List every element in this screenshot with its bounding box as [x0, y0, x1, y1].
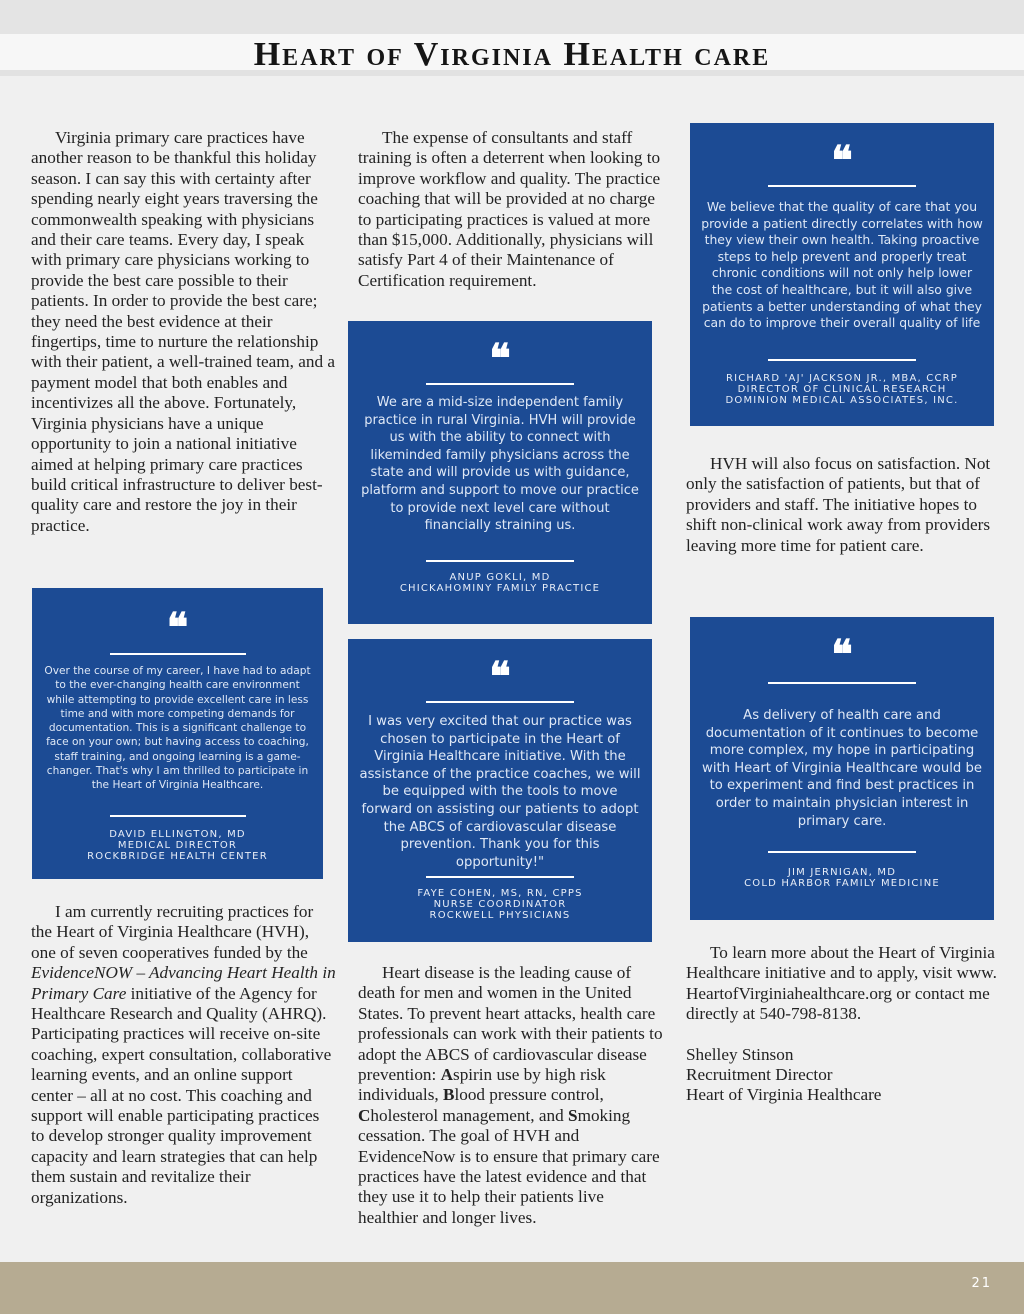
attribution-org: DOMINION MEDICAL ASSOCIATES, INC. — [725, 395, 959, 406]
attribution-org: COLD HARBOR FAMILY MEDICINE — [744, 878, 940, 889]
column-1-top — [31, 128, 336, 536]
attribution-name: JIM JERNIGAN, MD — [787, 867, 897, 878]
column-3-middle — [686, 454, 1001, 556]
quote-card-jackson — [690, 123, 994, 426]
quote-attribution — [696, 867, 988, 889]
footer-bar — [0, 1262, 1024, 1314]
abcs-letter-c: C — [358, 1105, 371, 1125]
abcs-letter-b: B — [442, 1085, 455, 1105]
column-1-bottom — [31, 902, 336, 1208]
attribution-name: DAVID ELLINGTON, MD — [109, 829, 246, 840]
quote-text: I was very excited that our practice was chosen to participate in the Heart of Virginia Healthcare initiative. With the assistance of the practice coaches, we will be equipped with the tools to move forward on assisting our patients to adopt the ABCS of cardiovascular disease prevention. Thank you for this opportunity!" — [359, 714, 641, 870]
quote-attribution — [354, 888, 646, 921]
divider — [426, 560, 574, 562]
column-2-top — [358, 128, 668, 291]
divider — [768, 359, 916, 361]
attribution-name: FAYE COHEN, MS, RN, CPPS — [417, 888, 583, 899]
attribution-name: RICHARD 'AJ' JACKSON JR., MBA, CCRP — [725, 373, 959, 384]
divider — [768, 851, 916, 853]
attribution-role: DIRECTOR OF CLINICAL RESEARCH — [737, 384, 947, 395]
divider — [426, 701, 574, 703]
abcs-letter-a: A — [440, 1065, 453, 1085]
divider — [110, 653, 246, 655]
divider — [110, 815, 246, 817]
intro-paragraph: Virginia primary care practices have another reason to be thankful this holiday season. I can say this with certainty after spending nearly eight years traversing the commonwealth speaking with physicians and their care teams. Every day, I speak with primary care physicians working to provide the best care possible to their patients. In order to provide the best care; they need the best evidence at their fingertips, time to nurture the relationship with their patient, a well-trained team, and a payment model that both enables and incentivizes all the above. Fortunately, Virginia physicians have a unique opportunity to join a national initiative aimed at helping primary care practices build critical infrastructure to deliver best-quality care and restore the joy in their practice. — [31, 128, 336, 535]
quote-text: We are a mid-size independent family practice in rural Virginia. HVH will provide us with the ability to connect with likeminded family physicians across the state and will provide us with guidance, platform and support to move our practice to provide next level care without financially straining us. — [361, 395, 639, 534]
quote-text: Over the course of my career, I have had to adapt to the ever-changing health care environment while attempting to provide excellent care in less time and with more competing demands for documentation. This is a significant challenge to face on your own; but having access to coaching, staff training, and ongoing learning is a game-changer. That's why I am thrilled to participate in the Heart of Virginia Healthcare. — [44, 665, 311, 792]
satisfaction-paragraph: HVH will also focus on satisfaction. Not only the satisfaction of patients, but that of providers and staff. The initiative hopes to shift non-clinical work away from providers leaving more time for patient care. — [686, 454, 991, 555]
quote-mark-icon: ❝ — [831, 137, 853, 184]
signature-title: Recruitment Director — [686, 1065, 833, 1085]
quote-card-cohen — [348, 639, 652, 942]
learn-more-paragraph: To learn more about the Heart of Virginia Healthcare initiative and to apply, visit www. HeartofVirginiahealthcare.org or contact me directly at 540-798-8138. — [686, 943, 997, 1024]
initiative-name: EvidenceNOW – Advancing Heart Health in Primary Care — [31, 963, 336, 1003]
quote-mark-icon: ❝ — [166, 604, 189, 651]
quote-mark-icon: ❝ — [489, 335, 511, 382]
column-2-bottom — [358, 963, 668, 1228]
attribution-name: ANUP GOKLI, MD — [449, 572, 551, 583]
quote-card-gokli — [348, 321, 652, 624]
quote-attribution — [354, 572, 646, 594]
page-number: 21 — [971, 1276, 992, 1291]
quote-mark-icon: ❝ — [489, 653, 511, 700]
quote-attribution — [38, 829, 317, 862]
quote-text: As delivery of health care and documentation of it continues to become more complex, my hope in participating with Heart of Virginia Healthcare would be to experiment and find best practices in order to maintain physician interest in primary care. — [702, 708, 982, 829]
attribution-org: ROCKWELL PHYSICIANS — [429, 910, 571, 921]
top-band — [0, 0, 1024, 34]
quote-card-jernigan — [690, 617, 994, 920]
abcs-paragraph — [358, 963, 668, 1228]
column-3-bottom — [686, 943, 1001, 1106]
attribution-role: NURSE COORDINATOR — [433, 899, 567, 910]
quote-text: We believe that the quality of care that you provide a patient directly correlates with how they view their own health. Taking proactive steps to help prevent and properly treat chronic conditions will not only help lower the cost of healthcare, but it will also give patients a better understanding of what they can do to improve their overall quality of life — [701, 199, 983, 331]
quote-mark-icon: ❝ — [831, 631, 853, 678]
divider — [426, 876, 574, 878]
divider — [768, 185, 916, 187]
abcs-text-s: moking cessation. — [358, 1105, 631, 1146]
quote-card-ellington — [32, 588, 323, 879]
expense-paragraph: The expense of consultants and staff training is often a deterrent when looking to improve workflow and quality. The practice coaching that will be provided at no charge to participating practices is valued at more than $15,000. Additionally, physicians will satisfy Part 4 of their Maintenance of Certification requirement. — [358, 128, 661, 290]
page-title: Heart of Virginia Health care — [253, 36, 771, 73]
abcs-text-c: holesterol management, and — [370, 1105, 569, 1125]
signature-block — [686, 1045, 1001, 1106]
attribution-org: ROCKBRIDGE HEALTH CENTER — [87, 851, 268, 862]
abcs-conclusion: The goal of HVH and EvidenceNow is to ensure that primary care practices have the latest evidence and that they use it to help their patients live healthier and longer lives. — [358, 1126, 660, 1227]
divider — [768, 682, 916, 684]
quote-attribution — [696, 373, 988, 406]
attribution-org: CHICKAHOMINY FAMILY PRACTICE — [399, 583, 601, 594]
divider — [426, 383, 574, 385]
abcs-text-a: spirin use by high risk individuals, — [358, 1065, 606, 1105]
abcs-letter-s: S — [568, 1105, 578, 1125]
abcs-text-b: lood pressure control, — [454, 1085, 604, 1105]
recruiting-paragraph — [31, 902, 336, 1208]
signature-org: Heart of Virginia Healthcare — [686, 1085, 882, 1105]
abcs-intro: Heart disease is the leading cause of death for men and women in the United States. To prevent heart attacks, health care professionals can work with their patients to adopt the ABCS of cardiovascular disease prevention: — [358, 963, 663, 1085]
recruiting-text-a: I am currently recruiting practices for the Heart of Virginia Healthcare (HVH), one of seven cooperatives funded by the — [31, 902, 314, 962]
attribution-role: MEDICAL DIRECTOR — [117, 840, 238, 851]
signature-name: Shelley Stinson — [686, 1044, 794, 1064]
recruiting-text-b: initiative of the Agency for Healthcare Research and Quality (AHRQ). Participating practices will receive on-site coaching, expert consultation, collaborative learning events, and an online support center – all at no cost. This coaching and support will enable participating practices to develop stronger quality improvement capacity and learn strategies that can help them sustain and revitalize their organizations. — [31, 983, 332, 1207]
